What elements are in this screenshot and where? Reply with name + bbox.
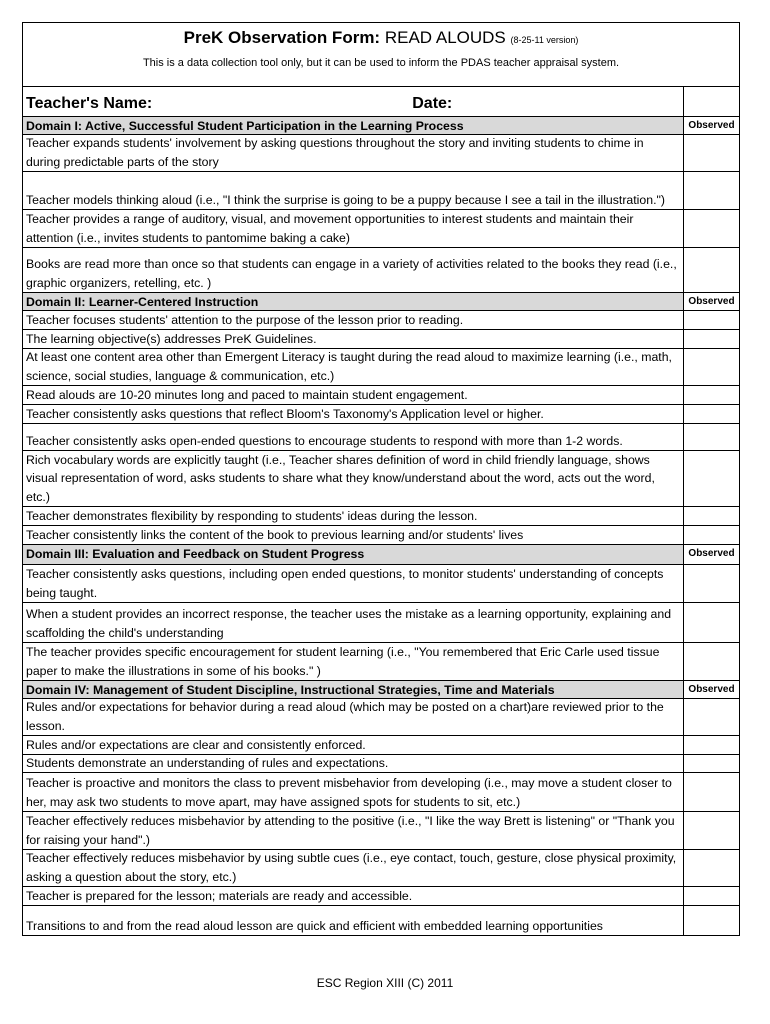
observed-checkbox-cell[interactable] [683,755,739,772]
criterion-text [23,812,683,849]
criterion-label: Teacher models thinking aloud (i.e., "I think the surprise is going to be a puppy because I see a tail in the illustration.") [26,192,665,207]
criterion-row [23,565,739,603]
criterion-label: Teacher demonstrates flexibility by responding to students' ideas during the lesson. [26,508,478,523]
criterion-row [23,311,739,330]
criterion-text [23,451,683,506]
criterion-row [23,507,739,526]
criterion-text [23,135,683,171]
criterion-row [23,349,739,386]
teacher-date-row [23,87,739,117]
observed-checkbox-cell[interactable] [683,172,739,209]
form-title-rest: READ ALOUDS [384,28,506,47]
observed-checkbox-cell[interactable] [683,210,739,247]
criterion-text [23,887,683,905]
criterion-row [23,386,739,405]
criterion-label: Books are read more than once so that students can engage in a variety of activities related to the books they read (i.e., graphic organizers, retelling, etc. ) [26,257,677,290]
observed-checkbox-cell[interactable] [683,405,739,423]
criterion-label: Teacher provides a range of auditory, visual, and movement opportunities to interest students and maintain their attention (i.e., invites students to pantomime baking a cake) [26,212,634,245]
domain-title: Domain II: Learner-Centered Instruction [26,295,259,309]
criterion-row [23,755,739,773]
observed-checkbox-cell[interactable] [683,451,739,506]
criterion-label: Teacher effectively reduces misbehavior by using subtle cues (i.e., eye contact, touch, gesture, close physical proximity, asking a question about the story, etc.) [26,851,677,884]
observed-checkbox-cell[interactable] [683,603,739,642]
observed-checkbox-cell[interactable] [683,248,739,292]
domain-header-row [23,681,739,699]
criterion-label: The teacher provides specific encouragement for student learning (i.e., "You remembered that Eric Carle used tissue paper to make the illustrations in some of his books." ) [26,645,660,678]
observed-checkbox-cell[interactable] [683,386,739,404]
criterion-label: Teacher consistently asks questions, including open ended questions, to monitor students' understanding of concepts being taught. [26,567,664,600]
page-footer: ESC Region XIII (C) 2011 [316,976,454,990]
criterion-text [23,699,683,735]
observed-checkbox-cell[interactable] [683,906,739,935]
observed-checkbox-cell[interactable] [683,507,739,525]
criterion-row [23,887,739,906]
criterion-row [23,172,739,210]
criterion-text [23,643,683,680]
criterion-label: Teacher expands students' involvement by asking questions throughout the story and inviting students to chime in during predictable parts of the story [26,136,644,169]
domain-header-row [23,545,739,565]
criterion-label: Teacher effectively reduces misbehavior by attending to the positive (i.e., "I like the way Brett is listening" or "Thank you for raising your hand".) [26,814,675,847]
criterion-label: Rules and/or expectations are clear and consistently enforced. [26,737,366,752]
observed-checkbox-cell[interactable] [683,887,739,905]
domain-header-row [23,293,739,311]
teacher-name-label: Teacher's Name: [26,95,153,112]
domain-title: Domain I: Active, Successful Student Participation in the Learning Process [26,119,464,133]
date-label: Date: [412,95,453,112]
criterion-label: Transitions to and from the read aloud lesson are quick and efficient with embedded learning opportunities [26,918,603,933]
criterion-row [23,643,739,681]
criterion-row [23,451,739,507]
criterion-row [23,135,739,172]
criterion-text [23,507,683,525]
observed-checkbox-cell[interactable] [683,135,739,171]
criterion-text [23,248,683,292]
form-version: (8-25-11 version) [510,35,579,45]
criterion-row [23,603,739,643]
criterion-text [23,755,683,772]
observed-checkbox-cell[interactable] [683,311,739,329]
observed-checkbox-cell[interactable] [683,773,739,811]
criterion-row [23,248,739,293]
observed-checkbox-cell[interactable] [683,736,739,754]
criterion-text [23,906,683,935]
criterion-label: At least one content area other than Emergent Literacy is taught during the read aloud to maximize learning (i.e., math, science, social studies, language & communication, etc.) [26,350,672,383]
criterion-text [23,565,683,602]
observed-header: Observed [683,117,739,134]
criterion-label: When a student provides an incorrect response, the teacher uses the mistake as a learning opportunity, explaining and scaffolding the child's understanding [26,607,672,640]
observed-checkbox-cell[interactable] [683,526,739,544]
criterion-label: Students demonstrate an understanding of rules and expectations. [26,755,389,770]
observed-checkbox-cell[interactable] [683,850,739,886]
criterion-label: Teacher consistently asks questions that reflect Bloom's Taxonomy's Application level or higher. [26,406,544,421]
criterion-row [23,850,739,887]
domain-title: Domain III: Evaluation and Feedback on Student Progress [26,547,365,561]
criterion-row [23,906,739,935]
criterion-text [23,603,683,642]
criterion-text [23,386,683,404]
criterion-text [23,773,683,811]
form-header [23,23,739,87]
criterion-label: The learning objective(s) addresses PreK Guidelines. [26,331,317,346]
domain-header-row [23,117,739,135]
observed-checkbox-cell[interactable] [683,424,739,450]
criterion-text [23,526,683,544]
criterion-label: Teacher is proactive and monitors the class to prevent misbehavior from developing (i.e., may move a student closer to her, may ask two students to move apart, may have assigned spots for students to sit, etc.) [26,776,672,809]
criterion-row [23,773,739,812]
criterion-label: Teacher consistently links the content of the book to previous learning and/or students' lives [26,527,524,542]
criterion-label: Teacher focuses students' attention to the purpose of the lesson prior to reading. [26,312,464,327]
criterion-text [23,311,683,329]
observed-checkbox-cell[interactable] [683,699,739,735]
observed-checkbox-cell[interactable] [683,330,739,348]
criterion-row [23,736,739,755]
observed-checkbox-cell[interactable] [683,643,739,680]
criterion-label: Teacher is prepared for the lesson; materials are ready and accessible. [26,888,413,903]
observed-checkbox-cell[interactable] [683,565,739,602]
teacher-date-blank-cell[interactable] [683,87,739,116]
criterion-text [23,736,683,754]
criterion-text [23,349,683,385]
criterion-row [23,699,739,736]
criterion-text [23,850,683,886]
criterion-row [23,405,739,424]
criterion-text [23,210,683,247]
criterion-text [23,405,683,423]
observed-checkbox-cell[interactable] [683,812,739,849]
domain-title: Domain IV: Management of Student Discipline, Instructional Strategies, Time and Materials [26,683,555,697]
form-subtitle: This is a data collection tool only, but it can be used to inform the PDAS teacher appraisal system. [142,57,620,69]
form-title-bold: PreK Observation Form: [183,28,381,47]
observed-header: Observed [683,681,739,698]
observed-checkbox-cell[interactable] [683,349,739,385]
criterion-label: Read alouds are 10-20 minutes long and paced to maintain student engagement. [26,387,468,402]
criterion-label: Teacher consistently asks open-ended questions to encourage students to respond with more than 1-2 words. [26,433,623,448]
criterion-text [23,330,683,348]
observed-header: Observed [683,293,739,310]
observation-form [22,22,740,936]
criterion-row [23,812,739,850]
criterion-label: Rules and/or expectations for behavior during a read aloud (which may be posted on a chart)are reviewed prior to the lesson. [26,700,664,733]
form-title [23,23,739,51]
criterion-row [23,424,739,451]
criterion-row [23,210,739,248]
criterion-row [23,526,739,545]
criterion-label: Rich vocabulary words are explicitly taught (i.e., Teacher shares definition of word in child friendly language, shows visual representation of word, asks students to share what they know/understand about the word, acts out the word, etc.) [26,452,655,504]
criteria-table [23,117,739,935]
criterion-row [23,330,739,349]
criterion-text [23,172,683,209]
criterion-text [23,424,683,450]
teacher-date-cell [23,87,683,116]
observed-header: Observed [683,545,739,564]
